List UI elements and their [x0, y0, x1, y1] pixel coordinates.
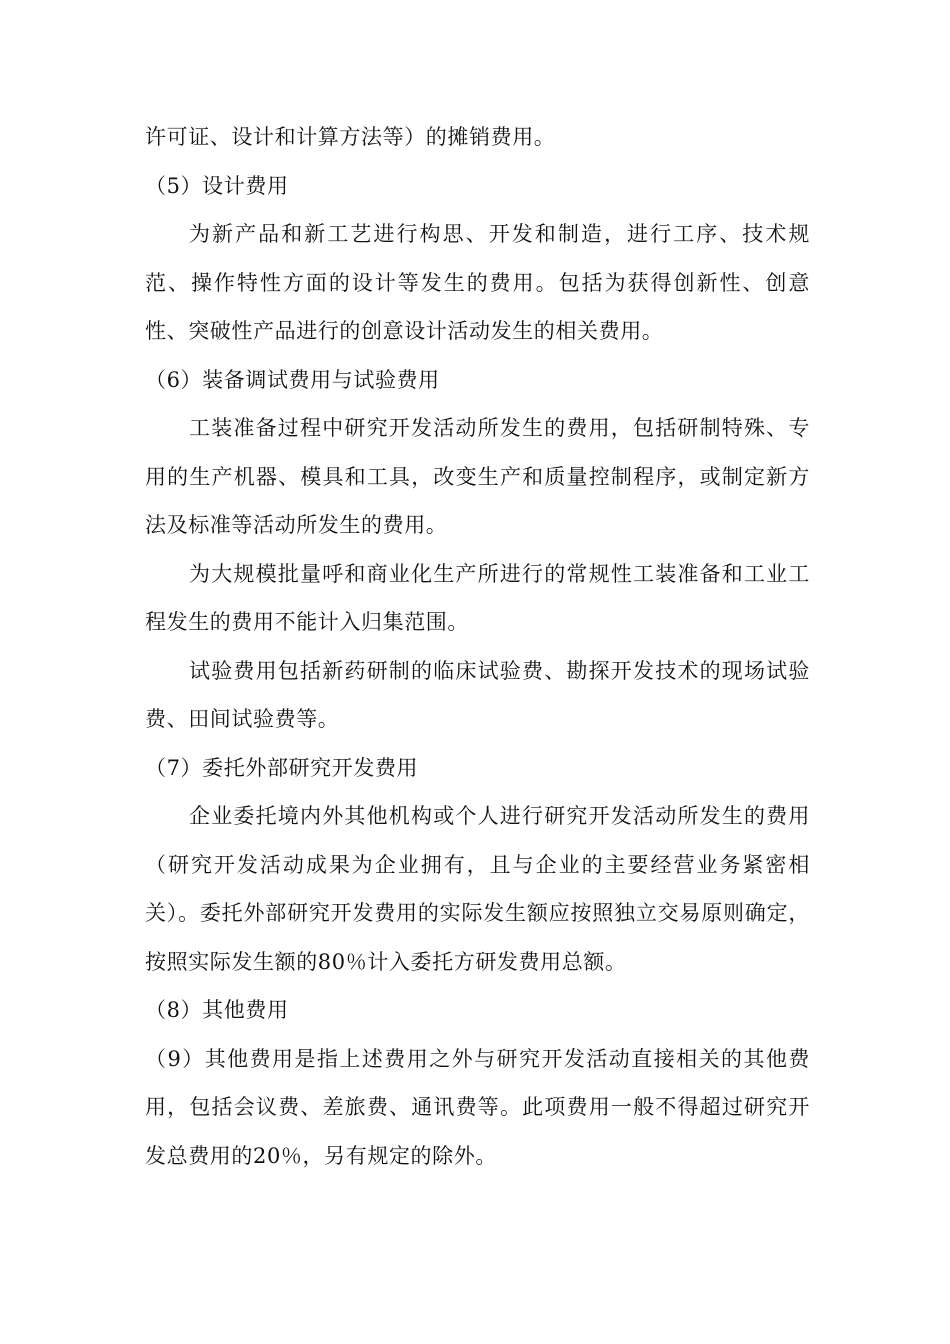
- section-heading-5: （5）设计费用: [145, 173, 289, 198]
- document-body: [145, 113, 810, 1180]
- paragraph-trial-costs: 试验费用包括新药研制的临床试验费、勘探开发技术的现场试验费、田间试验费等。: [145, 658, 810, 731]
- paragraph-excluded-tooling: 为大规模批量呼和商业化生产所进行的常规性工装准备和工业工程发生的费用不能计入归集范围。: [145, 561, 810, 634]
- section-heading-9: （9）其他费用是指上述费用之外与研究开发活动直接相关的其他费用，包括会议费、差旅费、通讯费等。此项费用一般不得超过研究开发总费用的20％，另有规定的除外。: [145, 1046, 810, 1168]
- section-heading-8: （8）其他费用: [145, 998, 289, 1022]
- section-heading-7: （7）委托外部研究开发费用: [145, 755, 419, 780]
- paragraph-outsourced-rd: 企业委托境内外其他机构或个人进行研究开发活动所发生的费用（研究开发活动成果为企业拥有，且与企业的主要经营业务紧密相关）。委托外部研究开发费用的实际发生额应按照独立交易原则确定，按照实际发生额的80％计入委托方研发费用总额。: [145, 804, 810, 974]
- paragraph-tooling: 工装准备过程中研究开发活动所发生的费用，包括研制特殊、专用的生产机器、模具和工具，改变生产和质量控制程序，或制定新方法及标准等活动所发生的费用。: [145, 416, 810, 537]
- paragraph-design-costs: 为新产品和新工艺进行构思、开发和制造，进行工序、技术规范、操作特性方面的设计等发生的费用。包括为获得创新性、创意性、突破性产品进行的创意设计活动发生的相关费用。: [145, 222, 810, 343]
- paragraph-continuation: 许可证、设计和计算方法等）的摊销费用。: [145, 125, 556, 149]
- section-heading-6: （6）装备调试费用与试验费用: [145, 367, 440, 392]
